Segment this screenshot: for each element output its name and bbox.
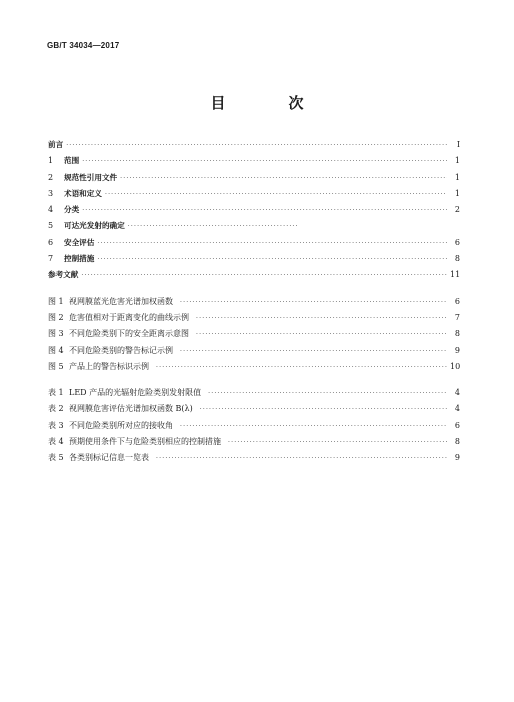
toc-entry-number: 7 bbox=[48, 254, 54, 264]
dot-leader bbox=[180, 344, 447, 360]
toc-entry-number: 2 bbox=[48, 172, 54, 182]
dot-leader bbox=[120, 171, 447, 187]
toc-table-1[interactable] bbox=[48, 385, 460, 401]
dot-leader bbox=[81, 268, 447, 284]
toc-table-page: 8 bbox=[454, 437, 460, 447]
dot-leader bbox=[66, 138, 447, 154]
toc-figure-5[interactable] bbox=[48, 359, 460, 375]
toc-table-number: 表 4 bbox=[48, 437, 64, 447]
toc-table-page: 9 bbox=[454, 453, 460, 463]
toc-figure-4[interactable] bbox=[48, 343, 460, 359]
page-title: 目 次 bbox=[210, 94, 328, 112]
toc-entry-classification[interactable] bbox=[48, 202, 460, 218]
toc-table-number: 表 5 bbox=[48, 453, 64, 463]
toc-entry-page: 6 bbox=[454, 237, 460, 247]
toc-table-page: 4 bbox=[454, 388, 460, 398]
toc-entry-scope[interactable] bbox=[48, 153, 460, 169]
toc-entry-label: 规范性引用文件 bbox=[64, 172, 118, 182]
dot-leader bbox=[156, 360, 447, 376]
toc-figures bbox=[48, 294, 460, 375]
toc-figure-2[interactable] bbox=[48, 310, 460, 326]
toc-entry-page: Ⅰ bbox=[456, 140, 460, 149]
toc-figure-number: 图 1 bbox=[48, 296, 64, 306]
dot-leader bbox=[105, 187, 447, 203]
toc-figure-page: 7 bbox=[454, 312, 460, 322]
dot-leader bbox=[97, 252, 447, 268]
toc-figure-3[interactable] bbox=[48, 326, 460, 342]
toc-table-5[interactable] bbox=[48, 450, 460, 466]
dot-leader bbox=[228, 435, 447, 451]
toc-figure-page: 9 bbox=[454, 345, 460, 355]
toc-entry-terms-definitions[interactable] bbox=[48, 186, 460, 202]
toc-entry-safety-assessment[interactable] bbox=[48, 235, 460, 251]
toc-entry-label: 安全评估 bbox=[64, 237, 95, 247]
dot-leader bbox=[196, 327, 447, 343]
toc-entry-foreword[interactable] bbox=[48, 137, 460, 153]
toc-entry-label: 前言 bbox=[48, 140, 64, 149]
toc-table-label: 不同危险类别所对应的接收角 bbox=[69, 420, 173, 430]
toc-entry-number: 4 bbox=[48, 205, 54, 215]
toc-figure-label: 视网膜蓝光危害光谱加权函数 bbox=[69, 296, 173, 306]
toc-entry-page: 1 bbox=[454, 156, 460, 166]
dot-leader bbox=[180, 419, 447, 435]
toc-entry-number: 3 bbox=[48, 188, 54, 198]
toc-figure-number: 图 4 bbox=[48, 345, 64, 355]
dot-leader bbox=[180, 295, 447, 311]
toc-table-page: 6 bbox=[454, 420, 460, 430]
toc-entry-normative-references[interactable] bbox=[48, 170, 460, 186]
toc-figure-page: 8 bbox=[454, 329, 460, 339]
toc-sections bbox=[48, 137, 460, 284]
toc-table-number: 表 1 bbox=[48, 388, 64, 398]
toc-entry-number: 6 bbox=[48, 237, 54, 247]
toc-figure-label: 不同危险类别的警告标记示例 bbox=[69, 345, 173, 355]
toc-table-page: 4 bbox=[454, 404, 460, 414]
toc-entry-accessible-emission[interactable] bbox=[48, 218, 460, 234]
toc-entry-label: 可达光发射的确定 bbox=[64, 221, 125, 231]
toc-entry-page: 11 bbox=[450, 270, 461, 280]
toc-entry-page: 1 bbox=[454, 172, 460, 182]
toc-table-label: 视网膜危害评估光谱加权函数 B(λ) bbox=[69, 404, 193, 414]
dot-leader bbox=[196, 311, 447, 327]
toc-entry-label: 术语和定义 bbox=[64, 188, 102, 198]
toc-entry-label: 范围 bbox=[64, 156, 80, 166]
toc-entry-bibliography[interactable] bbox=[48, 267, 460, 283]
toc-table-label: 各类别标记信息一览表 bbox=[69, 453, 149, 463]
toc-tables bbox=[48, 385, 460, 466]
standard-code: GB/T 34034—2017 bbox=[47, 41, 120, 50]
toc-table-label: 预期使用条件下与危险类别相应的控制措施 bbox=[69, 437, 221, 447]
dot-leader bbox=[208, 386, 447, 402]
dot-leader bbox=[82, 203, 447, 219]
toc-entry-control-measures[interactable] bbox=[48, 251, 460, 267]
toc-figure-label: 危害值相对于距离变化的曲线示例 bbox=[69, 312, 189, 322]
toc-table-2[interactable] bbox=[48, 401, 460, 417]
toc-figure-number: 图 2 bbox=[48, 312, 64, 322]
toc-table-4[interactable] bbox=[48, 434, 460, 450]
toc-entry-label: 分类 bbox=[64, 205, 80, 215]
dot-leader bbox=[82, 154, 447, 170]
toc-figure-page: 10 bbox=[450, 361, 461, 371]
toc-entry-number: 5 bbox=[48, 221, 54, 231]
dot-leader bbox=[128, 219, 298, 235]
toc-figure-1[interactable] bbox=[48, 294, 460, 310]
table-of-contents bbox=[48, 137, 460, 467]
dot-leader bbox=[200, 402, 447, 418]
toc-figure-number: 图 5 bbox=[48, 361, 64, 371]
toc-table-label: LED 产品的光辐射危险类别发射限值 bbox=[69, 388, 202, 398]
toc-entry-page: 2 bbox=[454, 205, 460, 215]
toc-table-number: 表 3 bbox=[48, 420, 64, 430]
toc-figure-number: 图 3 bbox=[48, 329, 64, 339]
toc-table-3[interactable] bbox=[48, 418, 460, 434]
toc-table-number: 表 2 bbox=[48, 404, 64, 414]
toc-entry-label: 控制措施 bbox=[64, 254, 95, 264]
dot-leader bbox=[156, 451, 447, 467]
toc-entry-label: 参考文献 bbox=[48, 270, 79, 280]
dot-leader bbox=[97, 236, 447, 252]
toc-figure-label: 不同危险类别下的安全距离示意图 bbox=[69, 329, 189, 339]
toc-figure-page: 6 bbox=[454, 296, 460, 306]
toc-entry-number: 1 bbox=[48, 156, 54, 166]
toc-entry-page: 8 bbox=[454, 254, 460, 264]
toc-entry-page: 1 bbox=[454, 188, 460, 198]
toc-figure-label: 产品上的警告标识示例 bbox=[69, 361, 149, 371]
